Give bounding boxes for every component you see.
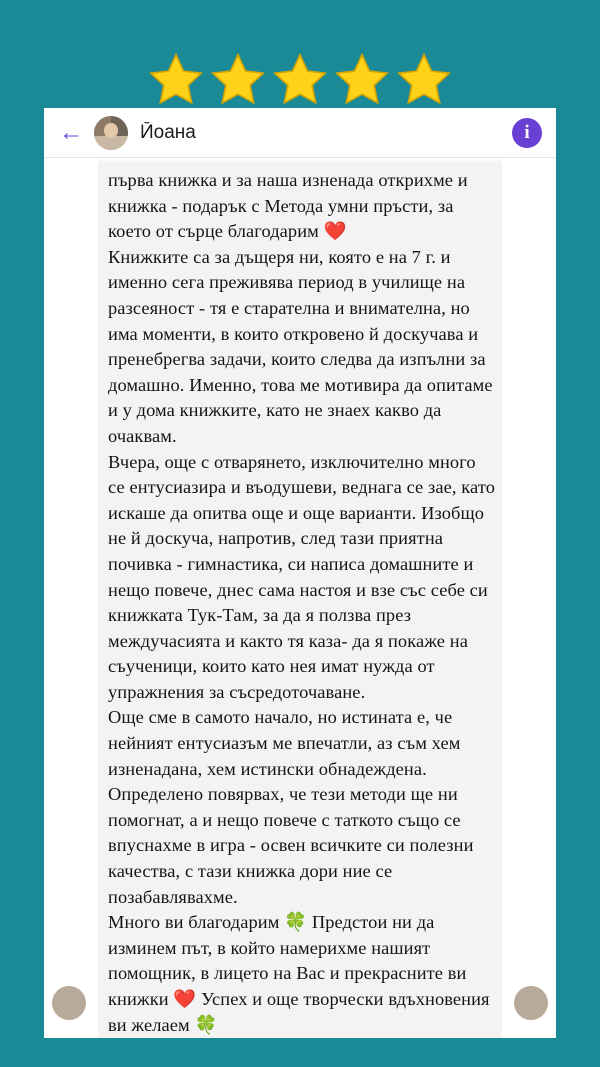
review-message-bubble[interactable]: [98, 158, 502, 1038]
avatar: [514, 986, 548, 1020]
review-paragraph: Книжките са за дъщеря ни, която е на 7 г. и именно сега преживява период в училище на разсеяност - тя е старателна и внимателна, но има моменти, в които откровено й доскучава и пренебрегва задачи, които следва да изпълни за домашно. Именно, това ме мотивира да опитаме и у дома книжките, като не знаех какво да очаквам.: [108, 246, 493, 446]
chat-body: [44, 158, 556, 1038]
star-icon: [272, 51, 328, 107]
info-icon[interactable]: i: [512, 118, 542, 148]
user-name: Йоана: [140, 121, 196, 143]
arrow-left-icon[interactable]: ←: [59, 118, 83, 146]
chat-header: [44, 108, 556, 158]
star-icon: [210, 51, 266, 107]
star-icon: [334, 51, 390, 107]
star-icon: [148, 51, 204, 107]
avatar: [52, 986, 86, 1020]
review-paragraph: първа книжка и за наша изненада открихме и книжка - подарък с Метода умни пръсти, за което от сърце благодарим ❤️: [108, 170, 468, 242]
review-card: [44, 108, 556, 1038]
star-rating: [0, 48, 600, 110]
star-icon: [396, 51, 452, 107]
review-paragraph: Много ви благодарим 🍀 Предстои ни да изминем път, в който намерихме нашият помощник, в лицето на Вас и прекрасните ви книжки ❤️ Успех и още творчески вдъхновения ви желаем 🍀: [108, 912, 490, 1035]
review-paragraph: Още сме в самото начало, но истината е, че нейният ентусиазъм ме впечатли, аз съм хем изненадана, хем истински обнадеждена. Определено повярвах, че тези методи ще ни помогнат, а и нещо повече с таткото също се впуснахме в игра - освен всичките си полезни качества, с тази книжка дори ние се позабавлявахме.: [108, 707, 474, 907]
avatar: [94, 116, 128, 150]
right-rail: [502, 158, 556, 1038]
left-rail: [44, 158, 98, 1038]
review-paragraph: Вчера, още с отварянето, изключително много се ентусиазира и въодушеви, веднага се зае, като искаше да опитва още и още варианти. Изобщо не й доскуча, напротив, след тази приятна почивка - гимнастика, си написа домашните и нещо повече, днес сама настоя и взе със себе си книжката Тук-Там, за да я ползва през междучасията и както тя каза- да я покаже на съученици, които като нея имат нужда от упражнения за съсредоточаване.: [108, 451, 496, 702]
